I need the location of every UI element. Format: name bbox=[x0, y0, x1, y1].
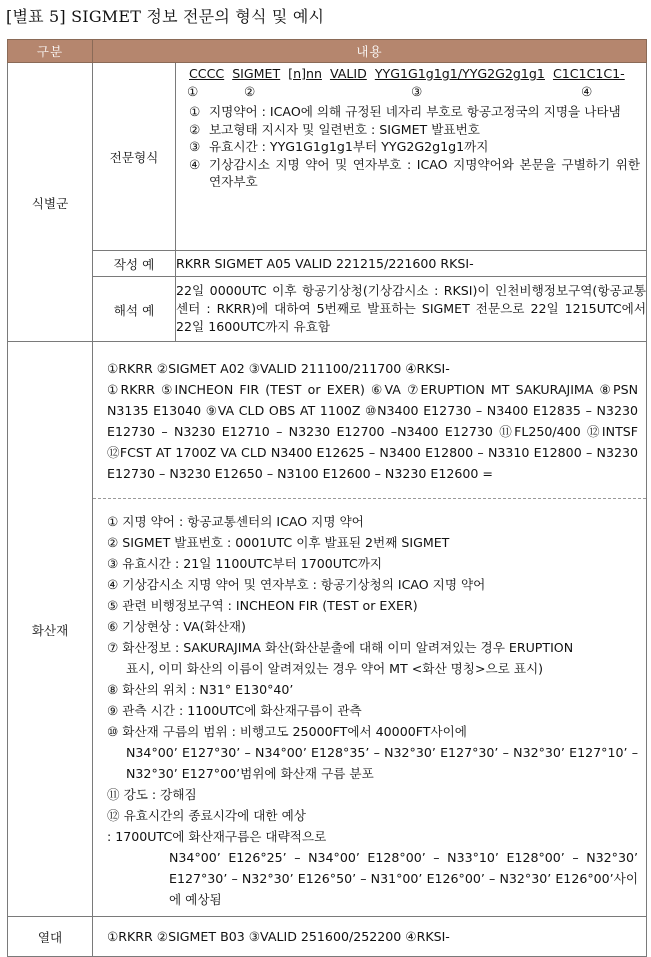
interpretation-text: 22일 0000UTC 이후 항공기상청(기상감시소 : RKSI)이 인천비행정보구역(항공교통센터 : RKRR)에 대하여 5번째로 발표하는 SIGMET 전문으로 22일 1215UTC에서 22일 1600UTC까지 유효함 bbox=[176, 277, 647, 342]
list-item: ④ 기상감시소 지명 약어 및 연자부호 : 항공기상청의 ICAO 지명 약어 bbox=[107, 577, 486, 592]
format-marker: ① bbox=[187, 84, 199, 99]
format-cell bbox=[176, 63, 647, 251]
volcanic-content bbox=[93, 342, 647, 917]
format-marker: ③ bbox=[411, 84, 423, 99]
format-part: C1C1C1C1- bbox=[552, 66, 625, 81]
list-item: ① 지명약어 : ICAO에 의해 규정된 네자리 부호로 항공고정국의 지명을 나타냄 bbox=[189, 104, 621, 119]
list-item: : 1700UTC에 화산재구름은 대략적으로 bbox=[107, 829, 327, 844]
list-item: ⑦ 화산정보 : SAKURAJIMA 화산(화산분출에 대해 이미 알려져있는 경우 ERUPTION bbox=[107, 640, 574, 655]
list-item: ⑫ 유효시간의 종료시각에 대한 예상 bbox=[107, 808, 306, 823]
list-item: ② 보고형태 지시자 및 일련번호 : SIGMET 발표번호 bbox=[189, 121, 480, 137]
format-part: SIGMET bbox=[232, 66, 281, 81]
volcanic-message bbox=[93, 342, 646, 498]
header-content: 내용 bbox=[93, 40, 647, 63]
list-item: ③ 유효시간 : YYG1G1g1g1부터 YYG2G2g1g1까지 bbox=[189, 139, 489, 154]
header-category: 구분 bbox=[8, 40, 93, 63]
tropical-row bbox=[8, 917, 647, 957]
list-item: 표시, 이미 화산의 이름이 알려져있는 경우 약어 MT <화산 명칭>으로 표시) bbox=[126, 661, 544, 676]
tropical-category: 열대 bbox=[8, 917, 93, 957]
format-marker: ② bbox=[244, 84, 256, 99]
identifier-interpretation-row bbox=[8, 277, 647, 342]
list-item: ⑤ 관련 비행정보구역 : INCHEON FIR (TEST or EXER) bbox=[107, 598, 418, 613]
volcanic-category: 화산재 bbox=[8, 342, 93, 917]
format-part: [n]nn bbox=[288, 66, 322, 81]
example-label: 작성 예 bbox=[93, 251, 176, 277]
list-item: ① 지명 약어 : 항공교통센터의 ICAO 지명 약어 bbox=[107, 514, 364, 529]
list-item: ⑨ 관측 시간 : 1100UTC에 화산재구름이 관측 bbox=[107, 703, 362, 718]
message-line: ①RKRR ②SIGMET A02 ③VALID 211100/211700 ④RKSI- bbox=[107, 361, 450, 376]
list-item: N34°00’ E126°25’ – N34°00’ E128°00’ – N33°10’ E128°00’ – N32°30’ E127°30’ – N32°30’ E126°50’ – N31°00’ E126°00’ – N32°30’ E126°00’사이에 예상됨 bbox=[169, 850, 638, 907]
list-item: ④ 기상감시소 지명 약어 및 연자부호 : ICAO 지명약어와 본문을 구별하기 위한 연자부호 bbox=[189, 156, 640, 189]
identifier-category: 식별군 bbox=[8, 63, 93, 342]
list-item: ② SIGMET 발표번호 : 0001UTC 이후 발표된 2번째 SIGMET bbox=[107, 535, 450, 550]
document-title: [별표 5] SIGMET 정보 전문의 형식 및 예시 bbox=[6, 7, 325, 26]
format-code bbox=[176, 63, 646, 83]
identifier-format-row bbox=[8, 63, 647, 251]
volcanic-ash-row bbox=[8, 342, 647, 917]
list-item: ⑪ 강도 : 강해짐 bbox=[107, 787, 197, 802]
format-part: VALID bbox=[329, 66, 367, 81]
tropical-message: ①RKRR ②SIGMET B03 ③VALID 251600/252200 ④RKSI- bbox=[93, 917, 647, 957]
format-marker: ④ bbox=[581, 84, 593, 99]
list-item: ⑩ 화산재 구름의 범위 : 비행고도 25000FT에서 40000FT사이에 bbox=[107, 724, 467, 739]
example-text: RKRR SIGMET A05 VALID 221215/221600 RKSI- bbox=[176, 251, 647, 277]
list-item: ⑥ 기상현상 : VA(화산재) bbox=[107, 619, 246, 634]
interpretation-label: 해석 예 bbox=[93, 277, 176, 342]
sigmet-format-table bbox=[7, 39, 647, 957]
format-part: YYG1G1g1g1/YYG2G2g1g1 bbox=[374, 66, 545, 81]
format-markers bbox=[176, 83, 646, 103]
format-part: CCCC bbox=[189, 66, 225, 81]
format-label: 전문형식 bbox=[93, 63, 176, 251]
list-item: ⑧ 화산의 위치 : N31° E130°40’ bbox=[107, 682, 294, 697]
list-item: ③ 유효시간 : 21일 1100UTC부터 1700UTC까지 bbox=[107, 556, 383, 571]
format-explanations bbox=[176, 103, 646, 195]
table-header-row bbox=[8, 40, 647, 63]
message-line: ①RKRR ⑤INCHEON FIR (TEST or EXER) ⑥VA ⑦ERUPTION MT SAKURAJIMA ⑧PSN N3135 E13040 ⑨VA CLD OBS AT 1100Z ⑩N3400 E12730 – N3400 E12835 – N3230 E12730 – N3230 E12710 – N3230 E12700 –N3400 E12730 ⑪FL250/400 ⑫INTSF ⑫FCST AT 1700Z VA CLD N3400 E12625 – N3400 E12800 – N3310 E12800 – N3230 E12730 – N3230 E12650 – N3100 E12600 – N3230 E12600 = bbox=[107, 382, 638, 481]
volcanic-explanations bbox=[93, 499, 646, 916]
identifier-example-row bbox=[8, 251, 647, 277]
list-item: N34°00’ E127°30’ – N34°00’ E128°35’ – N32°30’ E127°30’ – N32°30’ E127°10’ – N32°30’ E127°00’범위에 화산재 구름 분포 bbox=[126, 745, 638, 781]
